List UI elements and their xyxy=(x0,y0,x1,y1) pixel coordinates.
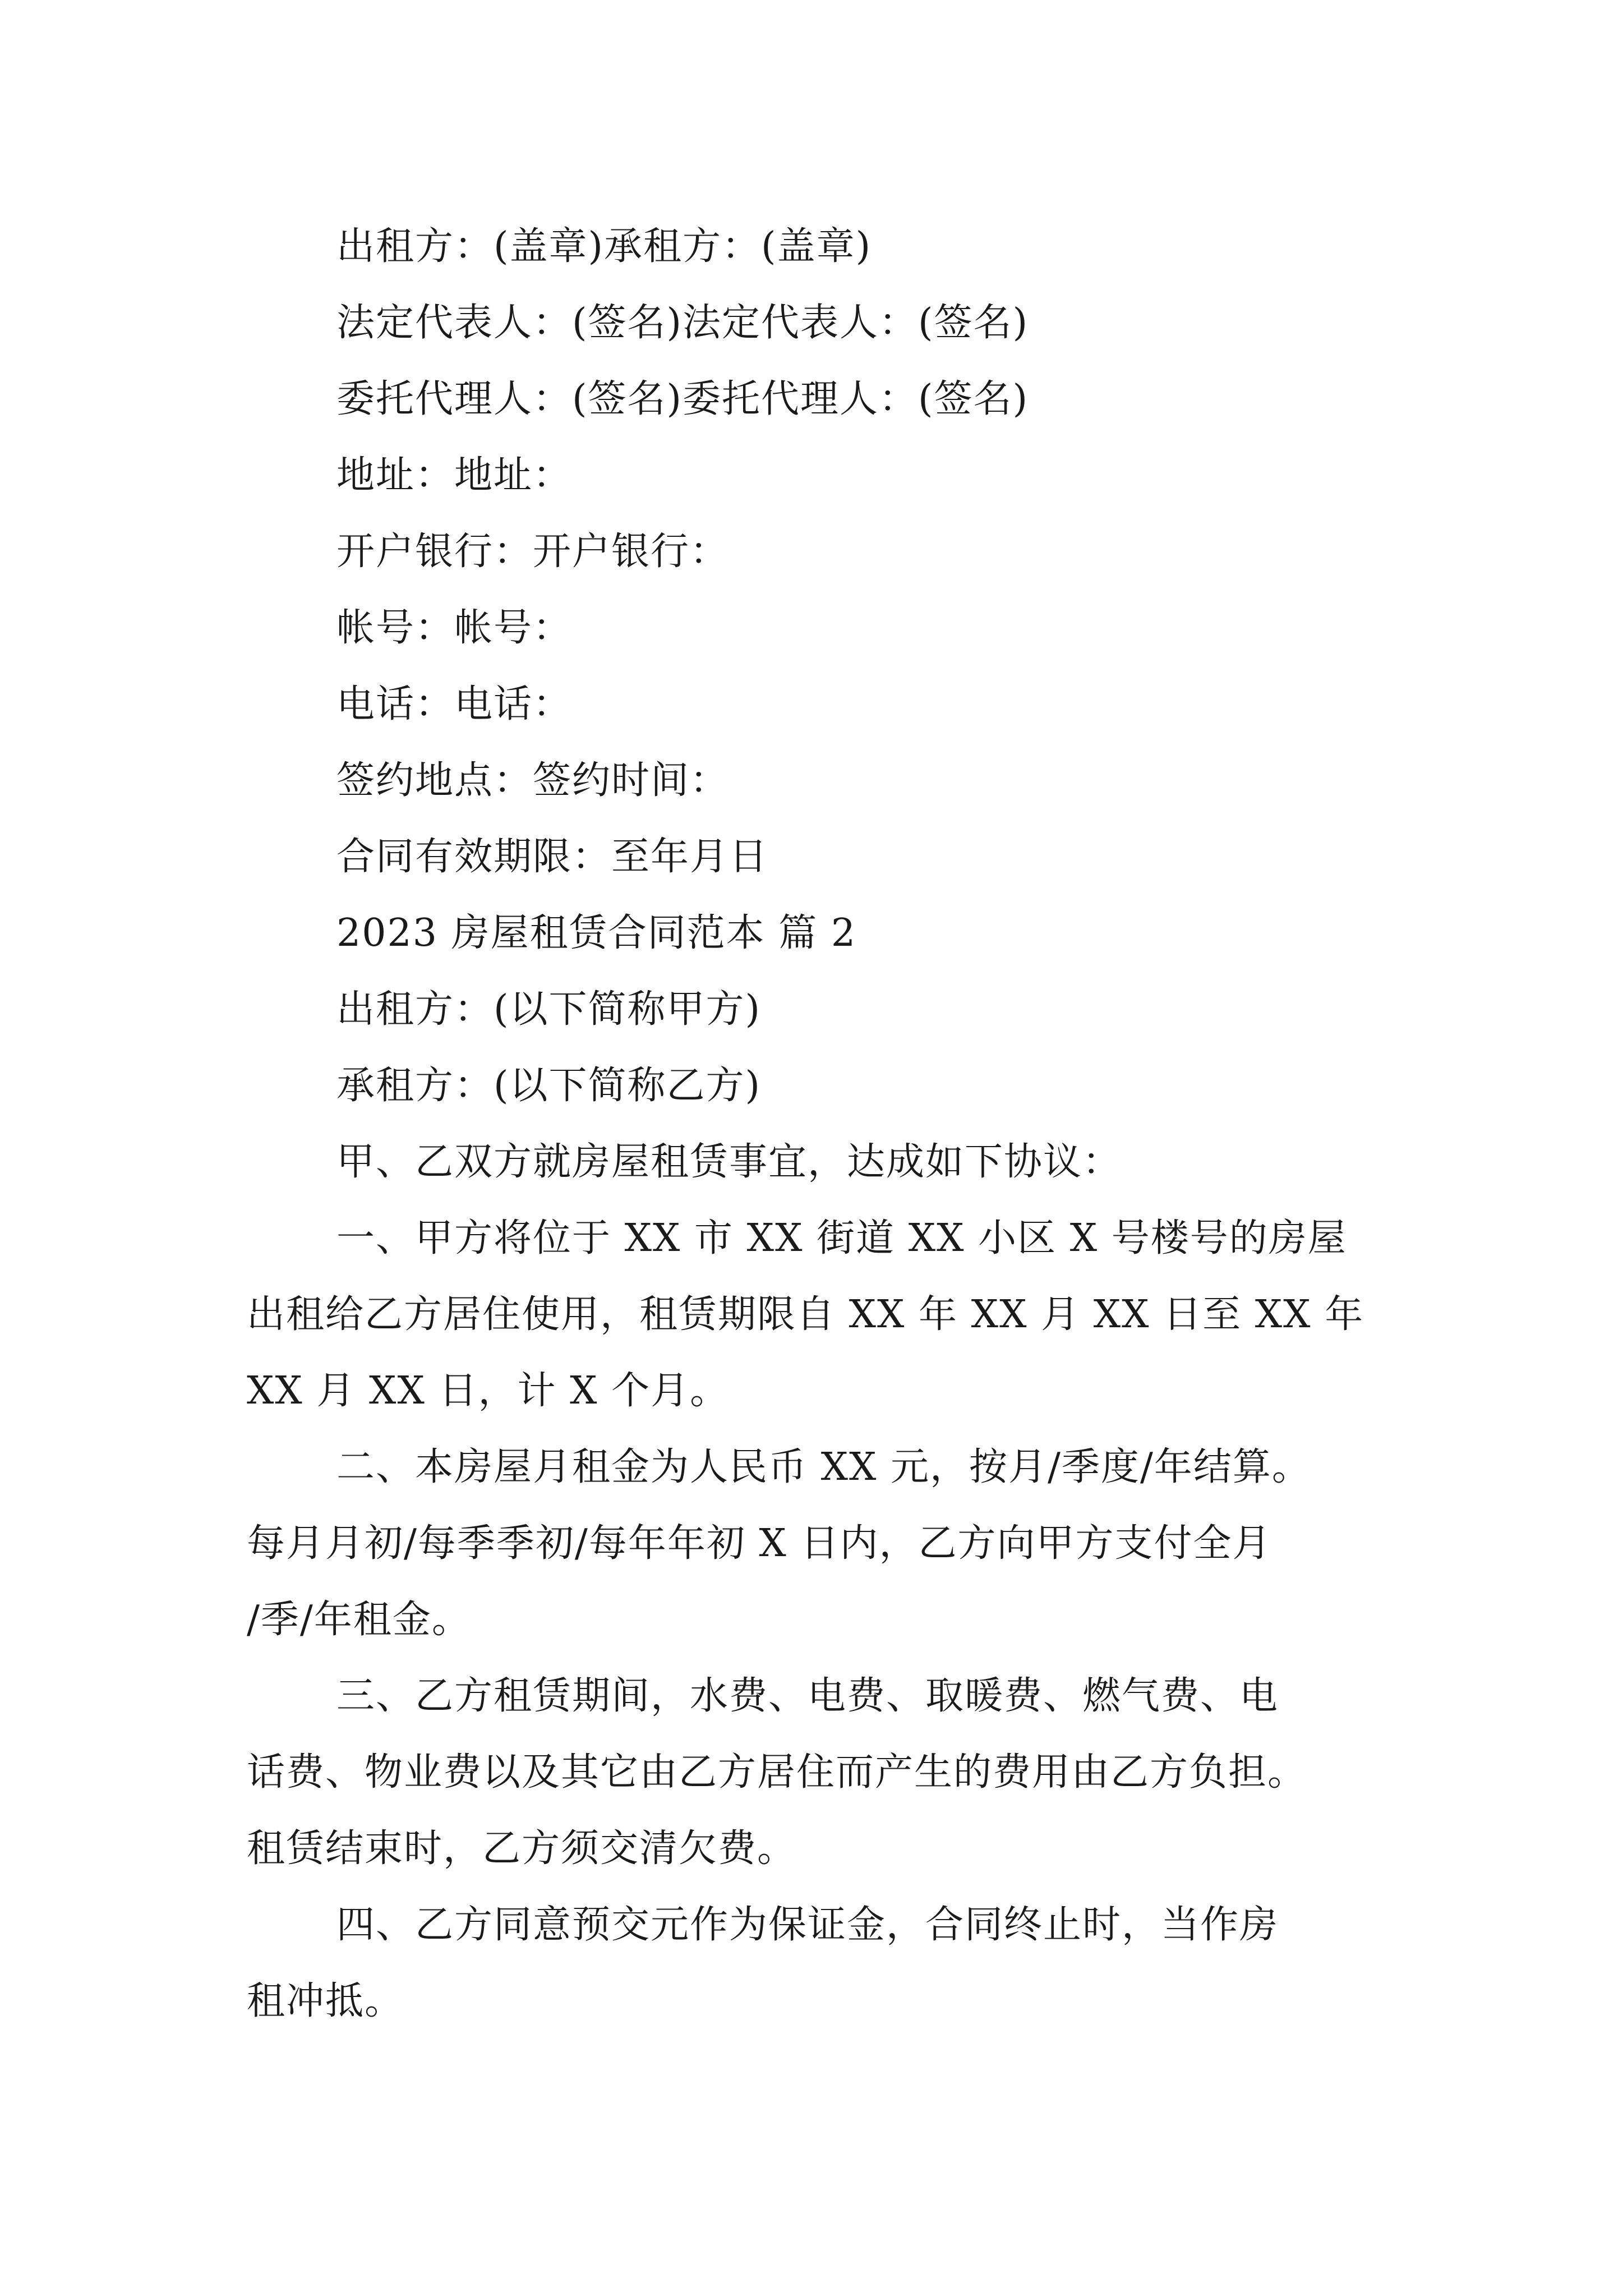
clause-line: /季/年租金。 xyxy=(247,1598,471,1642)
signature-party-line: 出租方：(盖章)承租方：(盖章) xyxy=(336,224,872,269)
clause-4 xyxy=(247,1887,1419,2040)
clause-line: 话费、物业费以及其它由乙方居住而产生的费用由乙方负担。 xyxy=(247,1750,1307,1795)
clause-line: 租赁结束时，乙方须交清欠费。 xyxy=(247,1826,797,1871)
clause-line: 一、甲方将位于 XX 市 XX 街道 XX 小区 X 号楼号的房屋 xyxy=(336,1216,1347,1260)
legal-representative-line: 法定代表人：(签名)法定代表人：(签名) xyxy=(336,301,1029,345)
lessee-line: 承租方：(以下简称乙方) xyxy=(336,1064,762,1108)
clause-line: 四、乙方同意预交元作为保证金，合同终止时，当作房 xyxy=(336,1903,1279,1947)
clause-line: 出租给乙方居住使用，租赁期限自 XX 年 XX 月 XX 日至 XX 年 xyxy=(247,1292,1364,1337)
authorized-agent-line: 委托代理人：(签名)委托代理人：(签名) xyxy=(336,377,1029,421)
validity-period-line: 合同有效期限：至年月日 xyxy=(336,835,769,879)
account-line: 帐号：帐号： xyxy=(336,606,573,650)
document-body xyxy=(247,209,1419,2040)
clause-line: 三、乙方租赁期间，水费、电费、取暖费、燃气费、电 xyxy=(336,1674,1279,1718)
clause-line: 二、本房屋月租金为人民币 XX 元，按月/季度/年结算。 xyxy=(336,1445,1311,1489)
clause-3 xyxy=(247,1658,1419,1887)
clause-1 xyxy=(247,1200,1419,1429)
signing-place-time-line: 签约地点：签约时间： xyxy=(336,758,730,803)
clause-line: 每月月初/每季季初/每年年初 X 日内，乙方向甲方支付全月 xyxy=(247,1521,1272,1566)
clause-line: 租冲抵。 xyxy=(247,1979,404,2023)
clause-2 xyxy=(247,1429,1419,1658)
phone-line: 电话：电话： xyxy=(336,682,573,726)
clause-line: XX 月 XX 日，计 X 个月。 xyxy=(247,1369,730,1413)
bank-line: 开户银行：开户银行： xyxy=(336,530,730,574)
address-line: 地址：地址： xyxy=(336,453,573,498)
agreement-intro-line: 甲、乙双方就房屋租赁事宜，达成如下协议： xyxy=(336,1140,1122,1184)
section-heading: 2023 房屋租赁合同范本 篇 2 xyxy=(336,911,857,955)
lessor-line: 出租方：(以下简称甲方) xyxy=(336,987,762,1032)
